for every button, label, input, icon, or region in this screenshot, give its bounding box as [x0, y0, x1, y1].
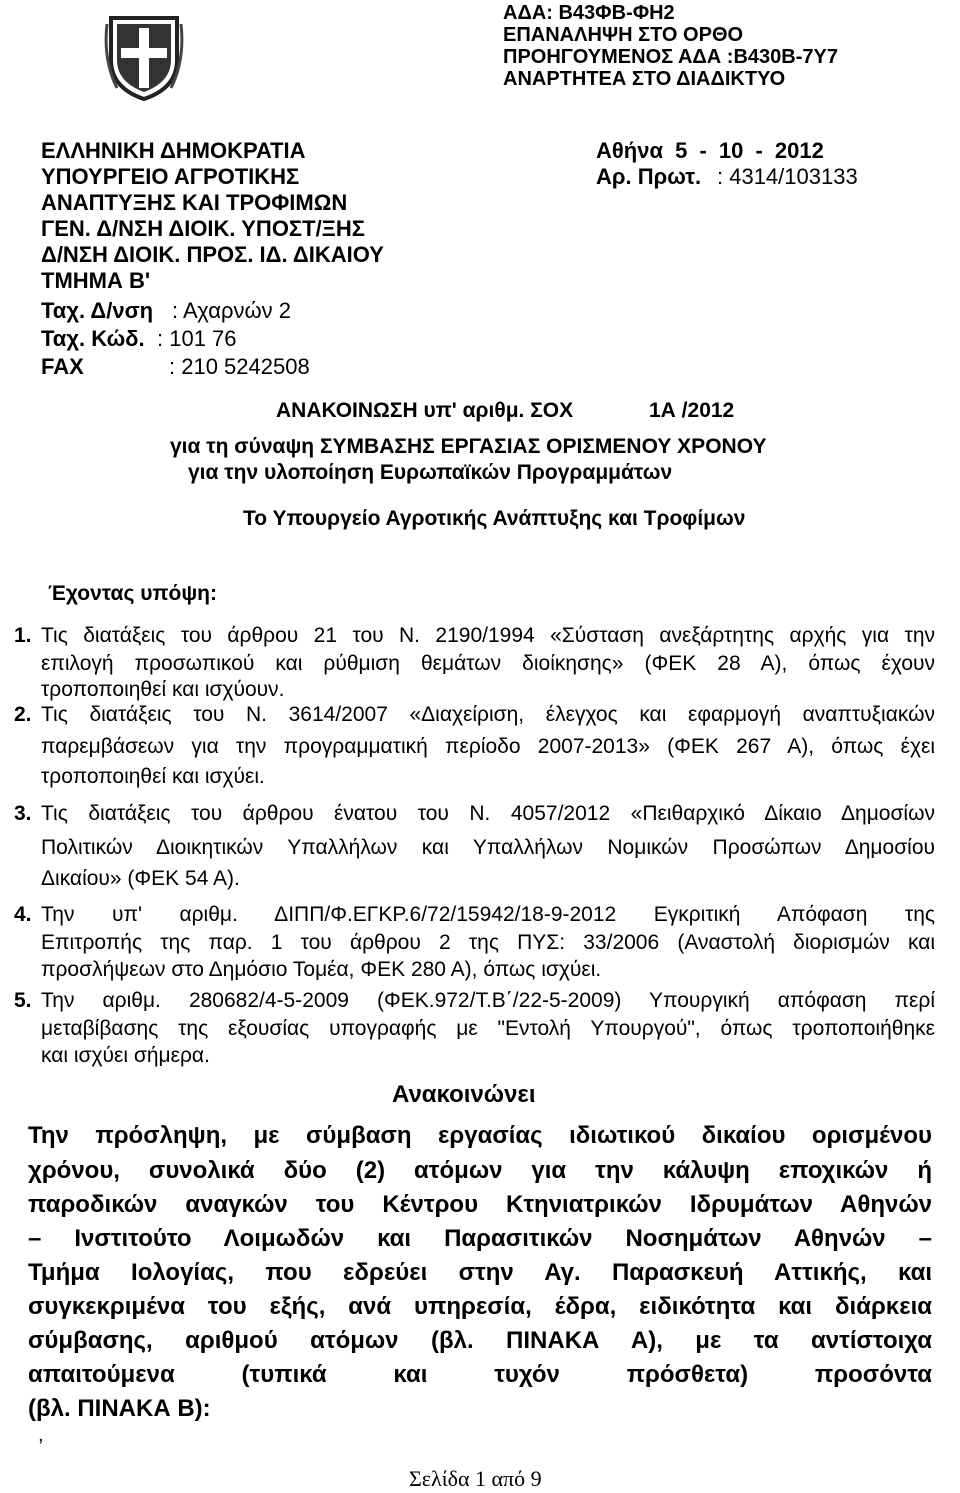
protocol-number: : 4314/103133: [717, 164, 858, 189]
item-number: 3.: [14, 802, 32, 825]
item-line: Την υπ' αριθμ. ΔΙΠΠ/Φ.ΕΓΚΡ.6/72/15942/18-9-2012 Εγκριτική Απόφαση της: [41, 903, 935, 926]
protocol-label: Αρ. Πρωτ.: [596, 164, 702, 189]
ada-line: ΑΝΑΡΤΗΤΕΑ ΣΤΟ ΔΙΑΔΙΚΤΥΟ: [503, 68, 786, 88]
announce-heading: Ανακοινώνει: [392, 1081, 536, 1108]
ministry-line: ΕΛΛΗΝΙΚΗ ΔΗΜΟΚΡΑΤΙΑ: [41, 138, 306, 163]
ministry-line: Δ/ΝΣΗ ΔΙΟΙΚ. ΠΡΟΣ. ΙΔ. ΔΙΚΑΙΟΥ: [41, 242, 384, 267]
announce-line: (βλ. ΠΙΝΑΚΑ Β):: [28, 1395, 211, 1422]
ministry-line: ΑΝΑΠΤΥΞΗΣ ΚΑΙ ΤΡΟΦΙΜΩΝ: [41, 190, 348, 215]
stray-comma: ,: [38, 1424, 44, 1446]
announce-line: – Ινστιτούτο Λοιμωδών και Παρασιτικών Νοσημάτων Αθηνών –: [28, 1225, 932, 1252]
item-line: Την αριθμ. 280682/4-5-2009 (ΦΕΚ.972/Τ.Β΄/22-5-2009) Υπουργική απόφαση περί: [41, 989, 935, 1012]
item-line: Τις διατάξεις του άρθρου ένατου του Ν. 4057/2012 «Πειθαρχικό Δίκαιο Δημοσίων: [41, 802, 935, 825]
item-line: Δικαίου» (ΦΕΚ 54 Α).: [41, 867, 240, 890]
item-line: τροποποιηθεί και ισχύει.: [41, 765, 265, 788]
announcement-label: ΑΝΑΚΟΙΝΩΣΗ υπ' αριθμ. ΣΟΧ: [276, 399, 574, 422]
item-line: παρεμβάσεων για την προγραμματική περίοδο 2007-2013» (ΦΕΚ 267 Α), όπως έχει: [41, 735, 935, 758]
considering-heading: Έχοντας υπόψη:: [48, 582, 217, 605]
announce-line: Την πρόσληψη, με σύμβαση εργασίας ιδιωτικού δικαίου ορισμένου: [28, 1122, 932, 1149]
item-number: 1.: [14, 624, 32, 647]
document-date: Αθήνα 5 - 10 - 2012: [596, 138, 824, 163]
announce-line: σύμβασης, αριθμού ατόμων (βλ. ΠΙΝΑΚΑ Α), με τα αντίστοιχα: [28, 1327, 932, 1354]
page-number: Σελίδα 1 από 9: [409, 1466, 542, 1491]
announce-line: απαιτούμενα (τυπικά και τυχόν πρόσθετα) προσόντα: [28, 1361, 932, 1388]
announce-line: Τμήμα Ιολογίας, που εδρεύει στην Αγ. Παρασκευή Αττικής, και: [28, 1259, 932, 1286]
ministry-line: ΥΠΟΥΡΓΕΙΟ ΑΓΡΟΤΙΚΗΣ: [41, 164, 300, 189]
item-line: προσλήψεων στο Δημόσιο Τομέα, ΦΕΚ 280 Α), όπως ισχύει.: [41, 958, 602, 981]
item-line: και ισχύει σήμερα.: [41, 1044, 210, 1067]
item-line: μεταβίβασης της εξουσίας υπογραφής με "Εντολή Υπουργού", όπως τροποποιήθηκε: [41, 1017, 935, 1040]
ada-line: ΑΔΑ: Β43ΦΒ-ΦΗ2: [503, 2, 675, 24]
address-value: : Αχαρνών 2: [172, 298, 292, 323]
ada-line: ΠΡΟΗΓΟΥΜΕΝΟΣ ΑΔΑ :Β430Β-7Υ7: [503, 46, 838, 68]
greek-emblem-icon: [103, 10, 185, 102]
item-line: Πολιτικών Διοικητικών Υπαλλήλων και Υπαλλήλων Νομικών Προσώπων Δημοσίου: [41, 836, 935, 859]
item-line: επιλογή προσωπικού και ρύθμιση θεμάτων διοίκησης» (ΦΕΚ 28 Α), όπως έχουν: [41, 652, 935, 675]
item-line: Τις διατάξεις του Ν. 3614/2007 «Διαχείριση, έλεγχος και εφαρμογή αναπτυξιακών: [41, 703, 935, 726]
ada-line: ΕΠΑΝΑΛΗΨΗ ΣΤΟ ΟΡΘΟ: [503, 24, 744, 46]
title-line: για τη σύναψη ΣΥΜΒΑΣΗΣ ΕΡΓΑΣΙΑΣ ΟΡΙΣΜΕΝΟΥ ΧΡΟΝΟΥ: [170, 435, 767, 458]
item-line: τροποποιηθεί και ισχύουν.: [41, 678, 285, 701]
fax-value: : 210 5242508: [169, 354, 310, 379]
ada-block: [503, 2, 883, 88]
issuer: Το Υπουργείο Αγροτικής Ανάπτυξης και Τροφίμων: [243, 507, 746, 530]
item-line: Επιτροπής της παρ. 1 του άρθρου 2 της ΠΥΣ: 33/2006 (Αναστολή διορισμών και: [41, 931, 935, 954]
fax-label: FAX: [41, 354, 84, 379]
item-number: 4.: [14, 903, 32, 926]
title-line: για την υλοποίηση Ευρωπαϊκών Προγραμμάτων: [188, 461, 673, 484]
item-number: 5.: [14, 989, 32, 1012]
postal-code-value: : 101 76: [157, 326, 237, 351]
item-number: 2.: [14, 703, 32, 726]
ministry-line: ΓΕΝ. Δ/ΝΣΗ ΔΙΟΙΚ. ΥΠΟΣΤ/ΞΗΣ: [41, 216, 365, 241]
announce-line: χρόνου, συνολικά δύο (2) ατόμων για την κάλυψη εποχικών ή: [28, 1157, 932, 1184]
announce-line: παροδικών αναγκών του Κέντρου Κτηνιατρικών Ιδρυμάτων Αθηνών: [28, 1191, 932, 1218]
address-label: Ταχ. Δ/νση: [41, 298, 154, 323]
announcement-number: 1Α /2012: [649, 399, 735, 422]
ministry-line: ΤΜΗΜΑ Β': [41, 268, 151, 293]
postal-code-label: Ταχ. Κώδ.: [41, 326, 145, 351]
announce-line: συγκεκριμένα του εξής, ανά υπηρεσία, έδρα, ειδικότητα και διάρκεια: [28, 1293, 932, 1320]
item-line: Τις διατάξεις του άρθρου 21 του Ν. 2190/1994 «Σύσταση ανεξάρτητης αρχής για την: [41, 624, 935, 647]
